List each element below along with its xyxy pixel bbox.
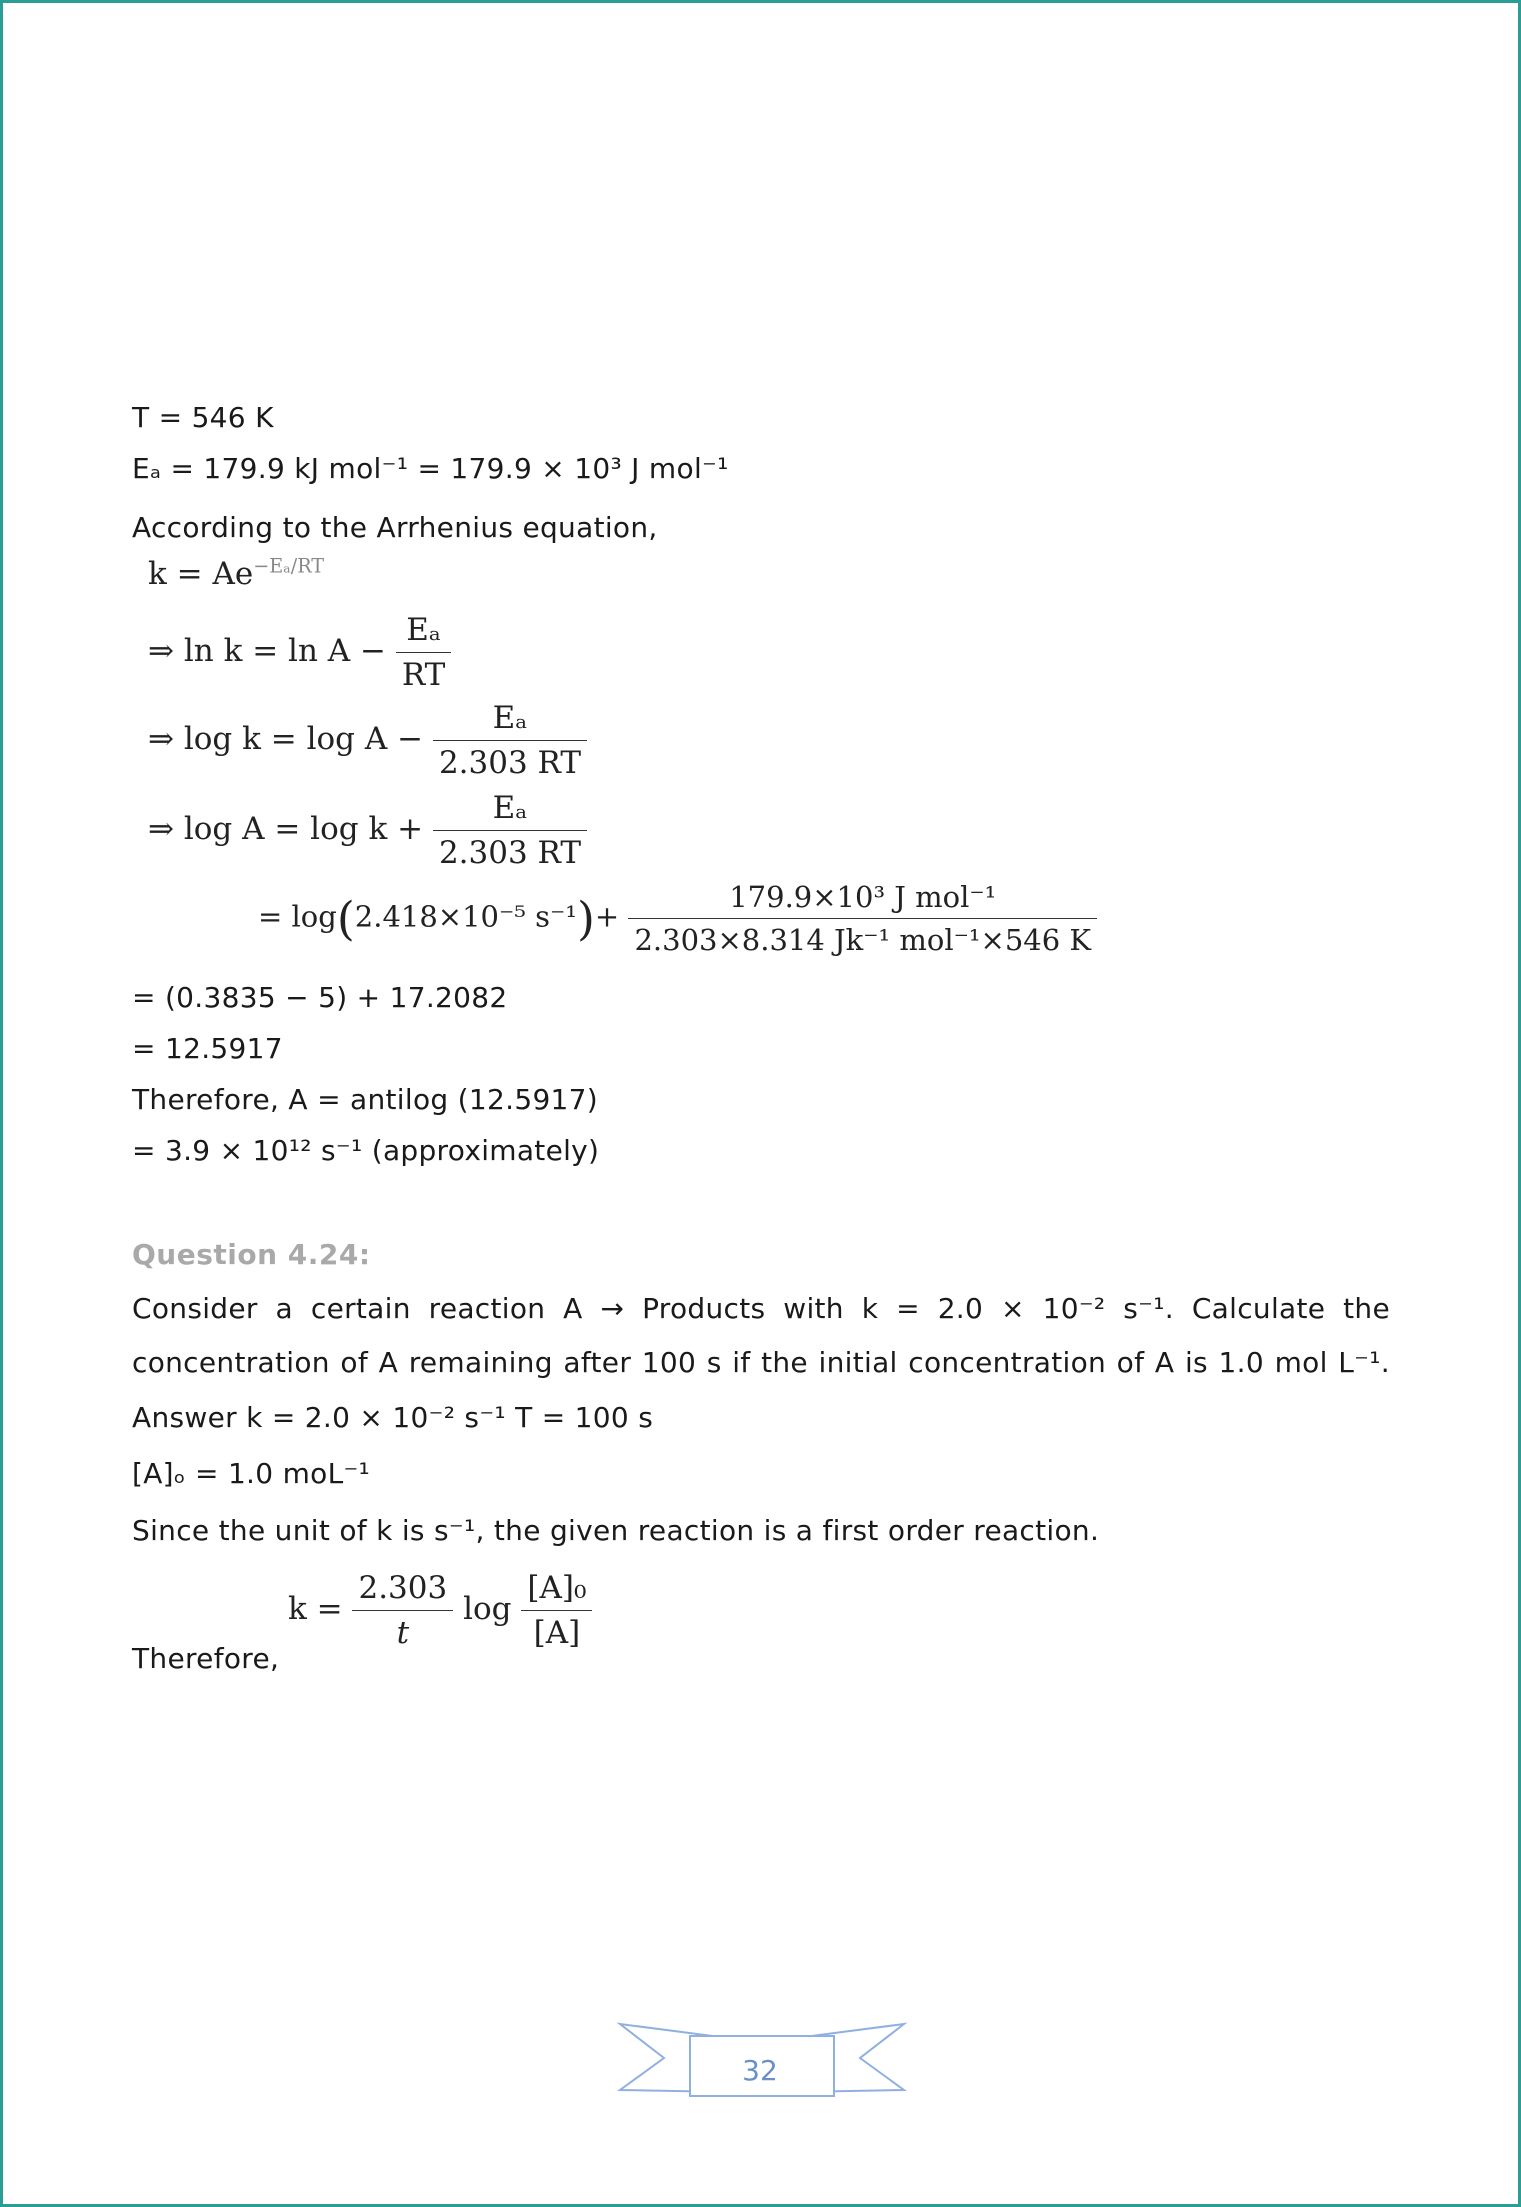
close-paren: ) (576, 891, 595, 946)
eq3-fraction (433, 700, 587, 781)
result-line-4: = 3.9 × 10¹² s⁻¹ (approximately) (132, 1134, 600, 1167)
eq2-fraction (396, 612, 451, 693)
eq5-plus: + (594, 899, 620, 934)
formula-ratio-numerator: [A]₀ (521, 1570, 592, 1611)
therefore-label: Therefore, (132, 1642, 280, 1675)
eq1-lhs: k = Ae (148, 556, 254, 592)
formula-log: log (463, 1591, 512, 1627)
result-line-2: = 12.5917 (132, 1032, 283, 1065)
eq5-lhs: = log (258, 899, 337, 934)
formula-coefficient-numerator: 2.303 (352, 1570, 453, 1611)
temperature-line: T = 546 K (132, 401, 274, 434)
formula-ratio-fraction (521, 1570, 592, 1651)
equation-log-a (148, 790, 587, 871)
page-number: 32 (742, 2054, 778, 2087)
eq4-fraction (433, 790, 587, 871)
first-order-formula (288, 1570, 592, 1651)
eq5-inner: 2.418×10⁻⁵ s⁻¹ (354, 899, 577, 934)
eq2-denominator: RT (401, 657, 446, 693)
eq5-numerator: 179.9×10³ J mol⁻¹ (628, 880, 1097, 919)
eq3-lhs: ⇒ log k = log A − (148, 721, 424, 757)
formula-coefficient-denominator: t (396, 1615, 410, 1651)
eq1-exponent: −Eₐ/RT (253, 554, 325, 578)
eq5-fraction (628, 880, 1097, 957)
eq5-denominator: 2.303×8.314 Jk⁻¹ mol⁻¹×546 K (634, 923, 1092, 957)
eq3-denominator: 2.303 RT (438, 745, 582, 781)
eq4-lhs: ⇒ log A = log k + (148, 811, 424, 847)
question-line-2: concentration of A remaining after 100 s if the initial concentration of A is 1.0 mol L⁻¹. (132, 1346, 1390, 1379)
eq3-numerator: Eₐ (433, 700, 587, 741)
formula-lhs: k = (288, 1591, 343, 1627)
eq2-lhs: ⇒ ln k = ln A − (148, 633, 386, 669)
question-line-1: Consider a certain reaction A → Products with k = 2.0 × 10⁻² s⁻¹. Calculate the (132, 1292, 1390, 1325)
eq4-numerator: Eₐ (433, 790, 587, 831)
result-line-3: Therefore, A = antilog (12.5917) (132, 1083, 599, 1116)
equation-arrhenius (148, 556, 324, 592)
open-paren: ( (336, 891, 355, 946)
reaction-order-line: Since the unit of k is s⁻¹, the given reaction is a first order reaction. (132, 1514, 1100, 1547)
equation-substitution (258, 880, 1097, 957)
eq2-numerator: Eₐ (396, 612, 451, 653)
activation-energy-line: Eₐ = 179.9 kJ mol⁻¹ = 179.9 × 10³ J mol⁻¹ (132, 452, 729, 485)
equation-ln (148, 612, 451, 693)
initial-concentration-line: [A]ₒ = 1.0 moL⁻¹ (132, 1457, 371, 1490)
formula-coefficient-fraction (352, 1570, 453, 1651)
answer-line: Answer k = 2.0 × 10⁻² s⁻¹ T = 100 s (132, 1401, 654, 1434)
eq4-denominator: 2.303 RT (438, 835, 582, 871)
arrhenius-intro: According to the Arrhenius equation, (132, 511, 658, 544)
formula-ratio-denominator: [A] (533, 1615, 581, 1651)
equation-log-k (148, 700, 587, 781)
result-line-1: = (0.3835 − 5) + 17.2082 (132, 981, 508, 1014)
question-heading: Question 4.24: (132, 1238, 371, 1271)
